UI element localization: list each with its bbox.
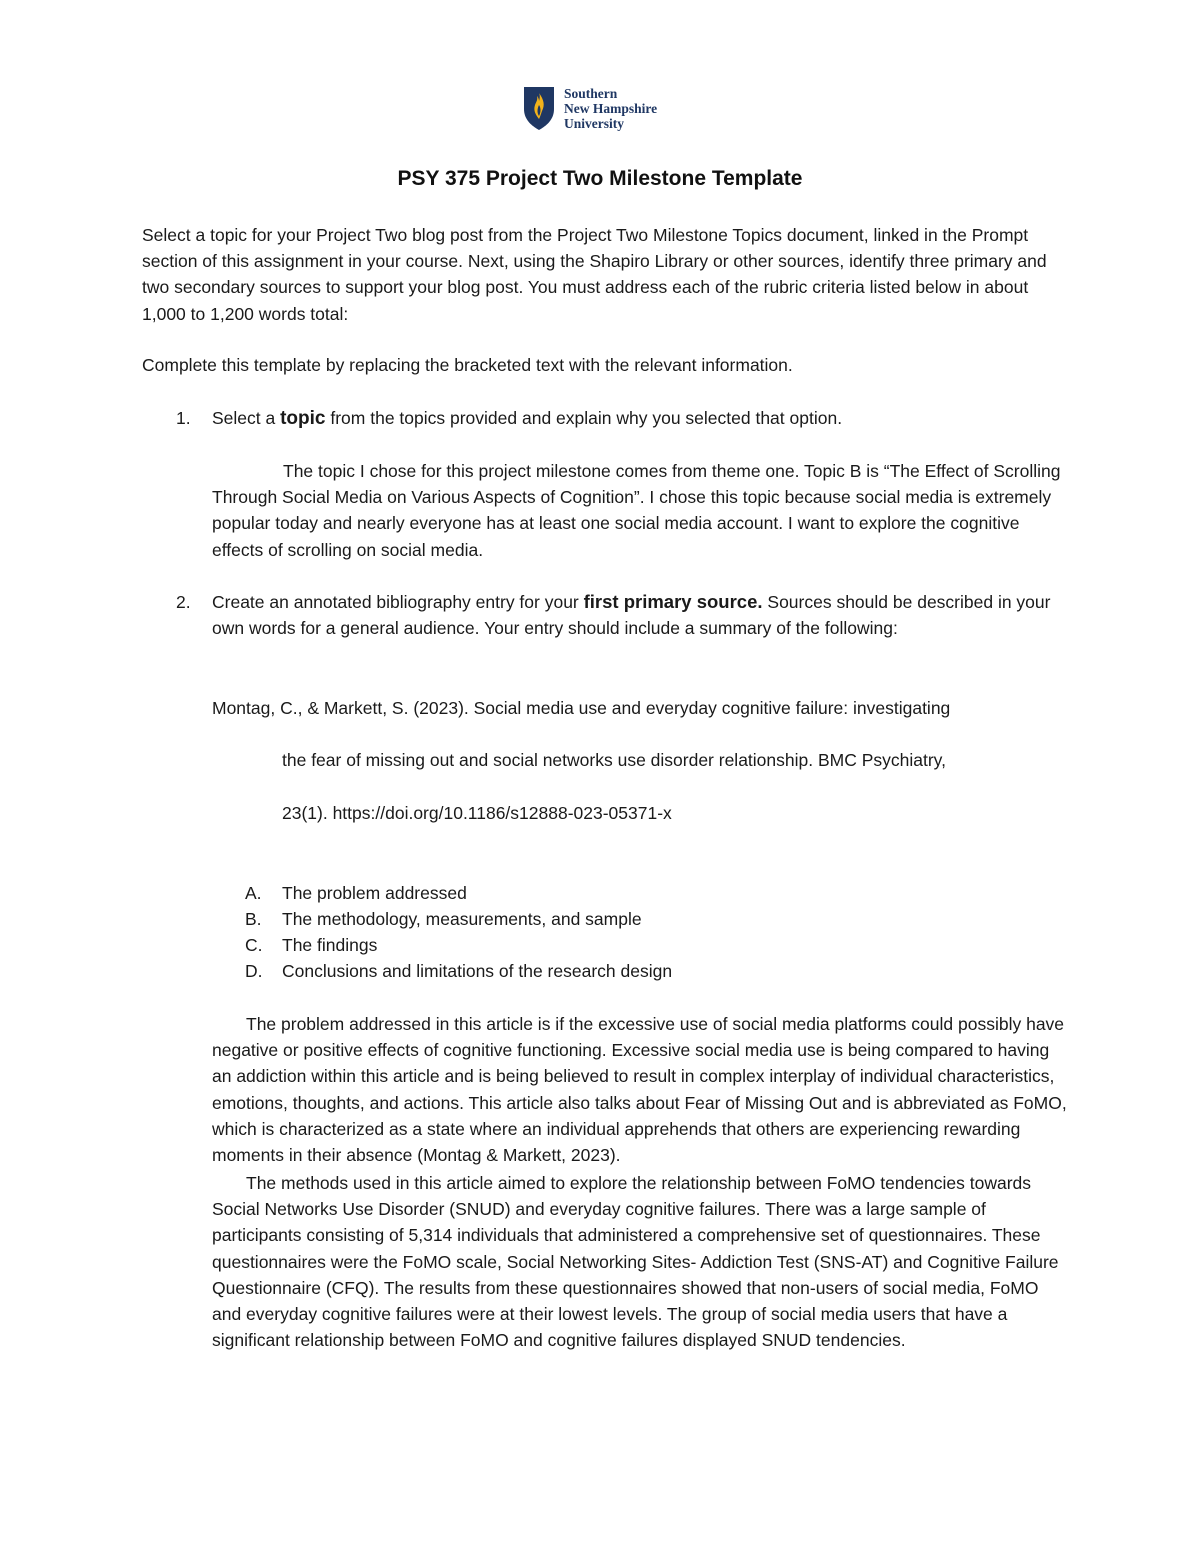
logo-line-1: Southern [564,85,618,101]
intro-paragraph: Select a topic for your Project Two blog post from the Project Two Milestone Topics document, linked in the Prompt section of this assignment in your course. Next, using the Shapiro Library or other sources, identify three primary and two secondary sources to support your blog post. You must address each of the rubric criteria listed below in about 1,000 to 1,200 words total: [142,225,1047,324]
subitem-letter: D. [245,961,263,981]
logo-wordmark [564,86,657,131]
item-2-prompt [212,589,1072,641]
body-paragraph-2-text: The methods used in this article aimed to explore the relationship between FoMO tendencies towards Social Networks Use Disorder (SNUD) and everyday cognitive failures. There was a large sample of participants consisting of 5,314 individuals that administered a comprehensive set of questionnaires. These questionnaires were the FoMO scale, Social Networking Sites- Addiction Test (SNS-AT) and Cognitive Failure Questionnaire (CFQ). The results from these questionnaires showed that non-users of social media, FoMO and everyday cognitive failures were at their lowest levels. The group of social media users that have a significant relationship between FoMO and cognitive failures displayed SNUD tendencies. [212,1173,1059,1351]
subitem-text: The findings [282,935,378,955]
item-2-prompt-bold: first primary source. [583,591,763,612]
university-logo [522,84,657,132]
body-paragraph-1-text: The problem addressed in this article is if the excessive use of social media platforms could possibly have negative or positive effects of cognitive functioning. Excessive social media use is being compared to having an addiction within this article and is being believed to result in complex interplay of individual characteristics, emotions, thoughts, and actions. This article also talks about Fear of Missing Out and is abbreviated as FoMO, which is characterized as a state where an individual apprehends that others are experiencing rewarding moments in their absence (Montag & Markett, 2023). [212,1014,1067,1166]
subitem-letter: C. [245,935,263,955]
citation-line-2: the fear of missing out and social networks use disorder relationship. BMC Psychiatry, [282,750,947,770]
item-1-number: 1. [176,408,191,428]
instruction-paragraph: Complete this template by replacing the bracketed text with the relevant information. [142,355,793,375]
subitem-text: Conclusions and limitations of the research design [282,961,673,981]
logo-line-3: University [564,115,624,131]
subitem-letter: B. [245,909,262,929]
item-1-prompt-before: Select a [212,408,281,428]
item-2-prompt-before: Create an annotated bibliography entry for your [212,592,584,612]
citation-line-3: 23(1). https://doi.org/10.1186/s12888-023-05371-x [282,803,672,823]
citation-line-1: Montag, C., & Markett, S. (2023). Social media use and everyday cognitive failure: investigating [212,698,951,718]
subitem-text: The problem addressed [282,883,467,903]
item-2-prompt-after: Sources should be described in your own words for a general audience. Your entry should include a summary of the following: [212,592,1051,639]
body-paragraph-2 [212,1170,1072,1353]
item-1-answer-text: The topic I chose for this project milestone comes from theme one. Topic B is “The Effect of Scrolling Through Social Media on Various Aspects of Cognition”. I chose this topic because social media is extremely popular today and nearly everyone has at least one social media account. I want to explore the cognitive effects of scrolling on social media. [212,461,1061,560]
item-1-prompt-bold: topic [280,408,326,429]
shield-flame-icon [522,85,556,131]
document-title: PSY 375 Project Two Milestone Template [397,167,803,190]
subitem-text: The methodology, measurements, and sample [282,909,642,929]
item-1-prompt [212,405,1072,432]
logo-line-2: New Hampshire [564,100,658,116]
item-1-answer [212,458,1072,563]
item-1-prompt-after: from the topics provided and explain why you selected that option. [325,408,843,428]
body-paragraph-1 [212,1011,1072,1168]
item-2-number: 2. [176,592,191,612]
subitem-letter: A. [245,883,262,903]
